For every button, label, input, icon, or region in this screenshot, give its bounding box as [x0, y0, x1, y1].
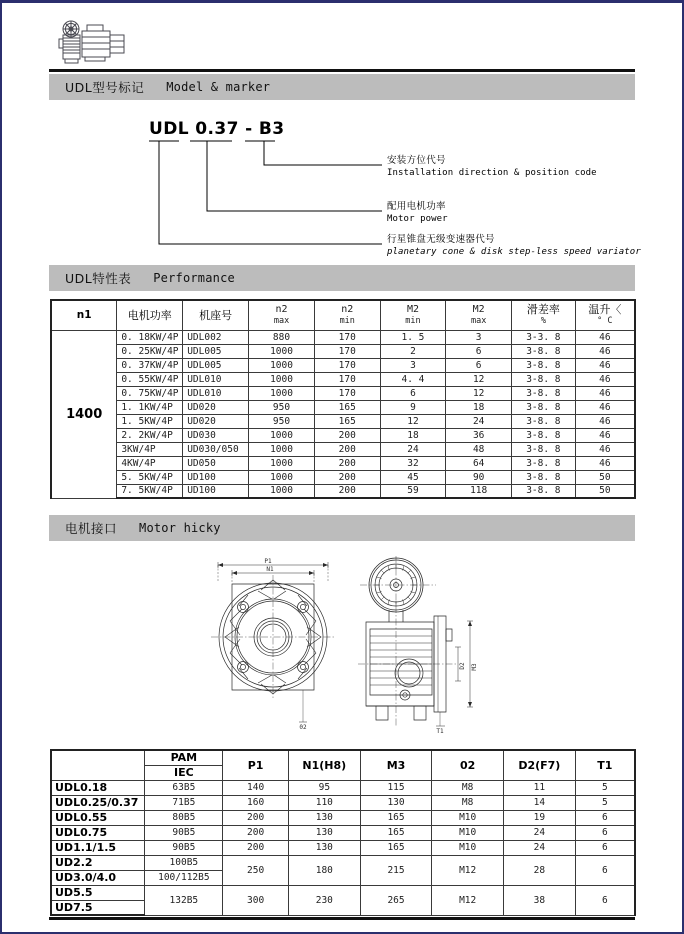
cell-power: 0. 37KW/4P [117, 358, 183, 372]
cell-m2min: 6 [380, 386, 446, 400]
section-title-cn-2: UDL特性表 [65, 271, 132, 286]
section-title-cn-3: 电机接口 [65, 521, 118, 536]
header-n2-max-sub: max [273, 315, 290, 326]
dim-cell-n1: 110 [288, 795, 360, 810]
cell-slip: 3-8. 8 [512, 414, 576, 428]
cell-n2min: 200 [314, 442, 380, 456]
cell-m2min: 45 [380, 470, 446, 484]
header-temp-rise-label: 温升〈 [588, 302, 622, 316]
drawing-label-m3: M3 [471, 663, 478, 671]
cell-temp: 46 [575, 372, 635, 386]
divider-rule-bottom [49, 917, 635, 920]
dim-cell-model: UD5.5 [51, 885, 145, 900]
dim-cell-d2: 38 [503, 885, 575, 915]
dim-cell-iec: 100B5 [145, 855, 223, 870]
cell-temp: 46 [575, 428, 635, 442]
table-header-row [51, 300, 635, 330]
cell-n2max: 1000 [249, 442, 315, 456]
dim-cell-n1: 95 [288, 780, 360, 795]
cell-n2max: 950 [249, 400, 315, 414]
cell-m2max: 3 [446, 330, 512, 344]
cell-m2min: 32 [380, 456, 446, 470]
marker-callout-variator-en: planetary cone & disk step-less speed variator [387, 247, 641, 257]
cell-temp: 50 [575, 484, 635, 498]
table-row [51, 442, 635, 456]
cell-power: 0. 75KW/4P [117, 386, 183, 400]
performance-table [50, 299, 636, 499]
cell-power: 2. 2KW/4P [117, 428, 183, 442]
cell-frame: UD030/050 [183, 442, 249, 456]
cell-m2max: 36 [446, 428, 512, 442]
cell-temp: 46 [575, 400, 635, 414]
dim-header-t1: T1 [575, 750, 635, 780]
table-row [51, 780, 635, 795]
section-bar-model-marker [49, 74, 635, 100]
marker-callout-variator-cn: 行星锥盘无级变速器代号 [387, 234, 495, 245]
dim-cell-iec: 90B5 [145, 825, 223, 840]
cell-n2max: 1000 [249, 428, 315, 442]
table-row [51, 825, 635, 840]
dim-cell-o2: M12 [432, 855, 504, 885]
cell-frame: UDL010 [183, 386, 249, 400]
cell-m2min: 2 [380, 344, 446, 358]
dim-cell-t1: 6 [575, 810, 635, 825]
section-bar-motor-hicky [49, 515, 635, 541]
dim-cell-d2: 24 [503, 825, 575, 840]
cell-n2max: 1000 [249, 470, 315, 484]
dim-cell-n1: 230 [288, 885, 360, 915]
cell-power: 4KW/4P [117, 456, 183, 470]
table-row [51, 484, 635, 498]
cell-n2min: 165 [314, 414, 380, 428]
cell-slip: 3-8. 8 [512, 428, 576, 442]
dim-cell-p1: 160 [223, 795, 289, 810]
dim-cell-p1: 200 [223, 810, 289, 825]
drawing-label-d2: D2 [459, 662, 466, 670]
dim-cell-p1: 250 [223, 855, 289, 885]
section-bar-performance [49, 265, 635, 291]
cell-power: 1. 5KW/4P [117, 414, 183, 428]
cell-temp: 50 [575, 470, 635, 484]
dim-cell-d2: 19 [503, 810, 575, 825]
marker-callout-power-cn: 配用电机功率 [387, 201, 446, 212]
dim-cell-m3: 165 [360, 810, 432, 825]
dim-cell-n1: 130 [288, 825, 360, 840]
dim-cell-t1: 6 [575, 885, 635, 915]
dim-cell-model: UDL0.25/0.37 [51, 795, 145, 810]
cell-temp: 46 [575, 358, 635, 372]
header-slip-rate-label: 滑差率 [526, 302, 560, 316]
drawing-label-t1: T1 [436, 728, 444, 735]
drawing-label-p1: P1 [264, 558, 272, 565]
dim-cell-o2: M10 [432, 840, 504, 855]
cell-n2max: 1000 [249, 456, 315, 470]
table-row [51, 330, 635, 344]
cell-n2min: 170 [314, 344, 380, 358]
table-row [51, 855, 635, 870]
header-m2-min-label: M2 [406, 303, 419, 315]
cell-n2min: 170 [314, 358, 380, 372]
cell-frame: UDL005 [183, 358, 249, 372]
cell-slip: 3-8. 8 [512, 386, 576, 400]
cell-slip: 3-8. 8 [512, 344, 576, 358]
header-n2-min [314, 300, 380, 330]
dim-cell-t1: 6 [575, 855, 635, 885]
dim-cell-m3: 165 [360, 840, 432, 855]
cell-frame: UDL005 [183, 344, 249, 358]
cell-frame: UDL010 [183, 372, 249, 386]
section-title-cn-1: UDL型号标记 [65, 80, 145, 95]
model-marker-diagram [49, 115, 649, 257]
cell-frame: UDL002 [183, 330, 249, 344]
dim-cell-model: UD1.1/1.5 [51, 840, 145, 855]
dim-cell-iec: 71B5 [145, 795, 223, 810]
cell-m2min: 18 [380, 428, 446, 442]
marker-callout-power [387, 201, 448, 225]
table-row [51, 840, 635, 855]
cell-n2min: 170 [314, 386, 380, 400]
motor-interface-drawing [200, 551, 490, 743]
cell-temp: 46 [575, 414, 635, 428]
table-row [51, 358, 635, 372]
cell-n2min: 200 [314, 484, 380, 498]
dim-cell-p1: 200 [223, 825, 289, 840]
dim-cell-t1: 6 [575, 840, 635, 855]
dim-cell-m3: 115 [360, 780, 432, 795]
cell-m2min: 9 [380, 400, 446, 414]
cell-temp: 46 [575, 386, 635, 400]
drawing-label-n1: N1 [266, 566, 274, 573]
dim-cell-m3: 165 [360, 825, 432, 840]
cell-slip: 3-8. 8 [512, 358, 576, 372]
header-motor-power: 电机功率 [117, 300, 183, 330]
table-row [51, 470, 635, 484]
dim-header-o2: 02 [432, 750, 504, 780]
cell-m2min: 1. 5 [380, 330, 446, 344]
cell-m2max: 12 [446, 372, 512, 386]
cell-m2min: 3 [380, 358, 446, 372]
cell-m2max: 6 [446, 344, 512, 358]
header-n2-max-label: n2 [275, 303, 288, 315]
dim-cell-d2: 14 [503, 795, 575, 810]
header-temp-rise [575, 300, 635, 330]
header-n2-max [249, 300, 315, 330]
dim-cell-d2: 24 [503, 840, 575, 855]
model-code-text: UDL 0.37 - B3 [149, 119, 285, 139]
dim-cell-model: UD7.5 [51, 900, 145, 915]
cell-n2max: 950 [249, 414, 315, 428]
cell-temp: 46 [575, 442, 635, 456]
table-row [51, 386, 635, 400]
cell-power: 0. 18KW/4P [117, 330, 183, 344]
cell-n2max: 1000 [249, 344, 315, 358]
dim-cell-o2: M8 [432, 780, 504, 795]
dim-cell-p1: 300 [223, 885, 289, 915]
section-title-en-3: Motor hicky [139, 521, 221, 535]
dim-cell-model: UDL0.55 [51, 810, 145, 825]
dim-cell-p1: 200 [223, 840, 289, 855]
motor-drawing-svg [200, 551, 490, 743]
cell-n2min: 170 [314, 330, 380, 344]
marker-callout-power-en: Motor power [387, 214, 448, 224]
cell-n2min: 200 [314, 470, 380, 484]
cell-m2min: 12 [380, 414, 446, 428]
dim-cell-m3: 215 [360, 855, 432, 885]
header-slip-rate [512, 300, 576, 330]
cell-power: 0. 55KW/4P [117, 372, 183, 386]
cell-m2max: 6 [446, 358, 512, 372]
marker-callout-install-cn: 安装方位代号 [387, 155, 446, 166]
dim-cell-model: UD2.2 [51, 855, 145, 870]
dim-cell-t1: 6 [575, 825, 635, 840]
cell-n2min: 170 [314, 372, 380, 386]
cell-n2max: 1000 [249, 358, 315, 372]
cell-slip: 3-8. 8 [512, 400, 576, 414]
dim-cell-n1: 130 [288, 810, 360, 825]
cell-slip: 3-8. 8 [512, 372, 576, 386]
cell-m2max: 12 [446, 386, 512, 400]
dim-header-blank [51, 750, 145, 780]
marker-callout-install-en: Installation direction & position code [387, 168, 597, 178]
cell-slip: 3-3. 8 [512, 330, 576, 344]
header-m2-min [380, 300, 446, 330]
drawing-label-o2: 02 [299, 724, 307, 731]
header-m2-max-sub: max [470, 315, 487, 326]
cell-frame: UD100 [183, 484, 249, 498]
cell-power: 7. 5KW/4P [117, 484, 183, 498]
dim-cell-iec: 132B5 [145, 885, 223, 915]
table-row [51, 400, 635, 414]
dim-header-iec: IEC [145, 765, 223, 780]
header-m2-max-label: M2 [472, 303, 485, 315]
cell-power: 5. 5KW/4P [117, 470, 183, 484]
motor-product-icon [49, 17, 137, 69]
cell-frame: UD030 [183, 428, 249, 442]
cell-m2max: 48 [446, 442, 512, 456]
cell-n2max: 1000 [249, 386, 315, 400]
header-n1: n1 [51, 300, 117, 330]
cell-frame: UD020 [183, 414, 249, 428]
dim-cell-n1: 130 [288, 840, 360, 855]
table-row [51, 456, 635, 470]
dim-cell-t1: 5 [575, 780, 635, 795]
dim-cell-d2: 28 [503, 855, 575, 885]
cell-m2max: 90 [446, 470, 512, 484]
dimension-table [50, 749, 636, 916]
cell-m2min: 4. 4 [380, 372, 446, 386]
cell-n2min: 200 [314, 456, 380, 470]
cell-frame: UD050 [183, 456, 249, 470]
cell-slip: 3-8. 8 [512, 456, 576, 470]
header-m2-max [446, 300, 512, 330]
dim-cell-iec: 100/112B5 [145, 870, 223, 885]
divider-rule-top [49, 69, 635, 72]
cell-slip: 3-8. 8 [512, 484, 576, 498]
dim-cell-m3: 265 [360, 885, 432, 915]
dim-cell-model: UDL0.18 [51, 780, 145, 795]
cell-temp: 46 [575, 344, 635, 358]
dim-header-row-pam [51, 750, 635, 765]
table-row [51, 372, 635, 386]
dim-header-m3: M3 [360, 750, 432, 780]
dim-cell-iec: 90B5 [145, 840, 223, 855]
dim-cell-model: UDL0.75 [51, 825, 145, 840]
table-row [51, 428, 635, 442]
header-m2-min-sub: min [405, 315, 421, 326]
section-title-en-2: Performance [153, 271, 235, 285]
dim-cell-m3: 130 [360, 795, 432, 810]
cell-n2min: 165 [314, 400, 380, 414]
table-row [51, 414, 635, 428]
dim-cell-iec: 63B5 [145, 780, 223, 795]
dim-header-d2f7: D2(F7) [503, 750, 575, 780]
dim-cell-p1: 140 [223, 780, 289, 795]
cell-power: 1. 1KW/4P [117, 400, 183, 414]
dim-header-pam: PAM [145, 750, 223, 765]
cell-m2min: 24 [380, 442, 446, 456]
dim-cell-iec: 80B5 [145, 810, 223, 825]
cell-n2max: 880 [249, 330, 315, 344]
header-temp-rise-sub: ° C [597, 315, 613, 326]
dim-cell-d2: 11 [503, 780, 575, 795]
table-row [51, 344, 635, 358]
dim-header-p1: P1 [223, 750, 289, 780]
cell-n2min: 200 [314, 428, 380, 442]
table-row [51, 810, 635, 825]
table-row [51, 795, 635, 810]
cell-temp: 46 [575, 330, 635, 344]
header-frame-no: 机座号 [183, 300, 249, 330]
cell-temp: 46 [575, 456, 635, 470]
motor-illustration-svg [49, 17, 137, 69]
dim-cell-t1: 5 [575, 795, 635, 810]
marker-callout-install [387, 155, 597, 179]
cell-slip: 3-8. 8 [512, 470, 576, 484]
dim-cell-o2: M10 [432, 810, 504, 825]
header-slip-rate-sub: % [540, 315, 546, 326]
cell-frame: UD100 [183, 470, 249, 484]
cell-m2max: 24 [446, 414, 512, 428]
dim-cell-o2: M12 [432, 885, 504, 915]
dim-cell-o2: M10 [432, 825, 504, 840]
section-title-en-1: Model & marker [166, 80, 271, 94]
table-row [51, 885, 635, 900]
header-n2-min-sub: min [339, 315, 355, 326]
cell-m2max: 64 [446, 456, 512, 470]
cell-m2min: 59 [380, 484, 446, 498]
cell-frame: UD020 [183, 400, 249, 414]
marker-callout-variator [387, 234, 641, 258]
header-n2-min-label: n2 [341, 303, 354, 315]
marker-leader-lines-svg [49, 115, 649, 245]
cell-power: 3KW/4P [117, 442, 183, 456]
cell-n2max: 1000 [249, 372, 315, 386]
cell-slip: 3-8. 8 [512, 442, 576, 456]
dim-header-n1h8: N1(H8) [288, 750, 360, 780]
cell-n1-value: 1400 [51, 330, 117, 498]
cell-n2max: 1000 [249, 484, 315, 498]
cell-m2max: 118 [446, 484, 512, 498]
cell-power: 0. 25KW/4P [117, 344, 183, 358]
dim-cell-o2: M8 [432, 795, 504, 810]
cell-m2max: 18 [446, 400, 512, 414]
dim-cell-model: UD3.0/4.0 [51, 870, 145, 885]
dim-cell-n1: 180 [288, 855, 360, 885]
